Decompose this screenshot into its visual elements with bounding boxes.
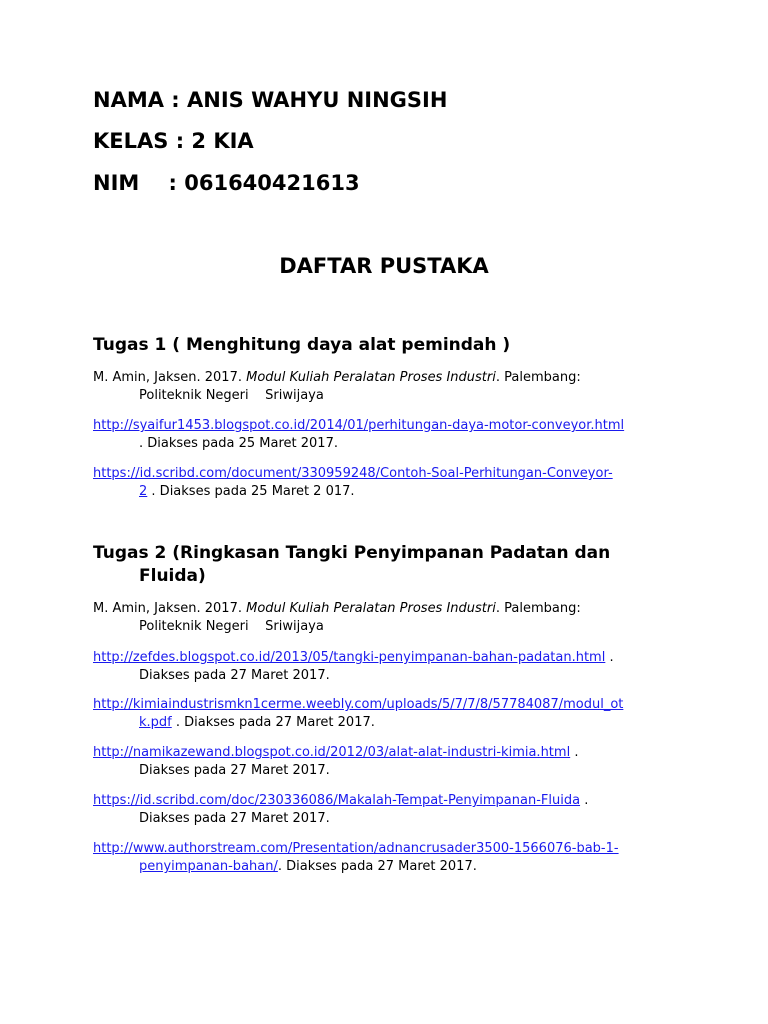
- student-class: KELAS : 2 KIA: [93, 129, 254, 153]
- reference-place: . Palembang:: [495, 601, 581, 616]
- reference-line: [93, 369, 683, 387]
- tugas-1-heading: Tugas 1 ( Menghitung daya alat pemindah ): [93, 335, 511, 355]
- reference-punctuation: .: [580, 793, 589, 808]
- tugas-2-heading: [93, 542, 683, 588]
- tugas-2-reference-3: [93, 696, 683, 732]
- reference-author: M. Amin, Jaksen. 2017.: [93, 601, 247, 616]
- reference-link-continued[interactable]: k.pdf: [139, 715, 172, 730]
- student-name: NAMA : ANIS WAHYU NINGSIH: [93, 88, 448, 112]
- tugas-2-reference-4: [93, 744, 683, 780]
- reference-title: Modul Kuliah Peralatan Proses Industri: [246, 601, 496, 616]
- reference-link[interactable]: http://www.authorstream.com/Presentation/adnancrusader3500-1566076-bab-1-: [93, 841, 619, 856]
- reference-accessed: . Diakses pada 27 Maret 2017.: [171, 715, 375, 730]
- reference-publisher: Politeknik Negeri Sriwijaya: [139, 388, 324, 403]
- reference-accessed: . Diakses pada 25 Maret 2017.: [139, 436, 338, 451]
- reference-punctuation: .: [570, 745, 579, 760]
- reference-link[interactable]: http://namikazewand.blogspot.co.id/2012/03/alat-alat-industri-kimia.html: [93, 745, 571, 760]
- page-title: DAFTAR PUSTAKA: [279, 254, 489, 278]
- tugas-2-reference-2: [93, 649, 683, 685]
- reference-accessed: Diakses pada 27 Maret 2017.: [139, 763, 330, 778]
- reference-title: Modul Kuliah Peralatan Proses Industri: [246, 370, 496, 385]
- reference-link-continued[interactable]: 2: [139, 484, 148, 499]
- tugas-1-reference-1: [93, 369, 683, 405]
- reference-link[interactable]: http://zefdes.blogspot.co.id/2013/05/tangki-penyimpanan-bahan-padatan.html: [93, 650, 606, 665]
- reference-accessed: Diakses pada 27 Maret 2017.: [139, 668, 330, 683]
- reference-link-continued[interactable]: penyimpanan-bahan/: [139, 859, 278, 874]
- reference-accessed: . Diakses pada 27 Maret 2017.: [277, 859, 477, 874]
- tugas-1-reference-2: [93, 417, 683, 453]
- reference-punctuation: .: [605, 650, 614, 665]
- heading-line-1: Tugas 2 (Ringkasan Tangki Penyimpanan Padatan dan: [93, 543, 611, 563]
- reference-place: . Palembang:: [495, 370, 581, 385]
- student-nim: NIM : 061640421613: [93, 171, 360, 195]
- reference-publisher: Politeknik Negeri Sriwijaya: [139, 619, 324, 634]
- reference-accessed: Diakses pada 27 Maret 2017.: [139, 811, 330, 826]
- reference-link[interactable]: http://syaifur1453.blogspot.co.id/2014/01/perhitungan-daya-motor-conveyor.html: [93, 418, 625, 433]
- reference-accessed: . Diakses pada 25 Maret 2 017.: [147, 484, 355, 499]
- reference-link[interactable]: http://kimiaindustrismkn1cerme.weebly.com/uploads/5/7/7/8/57784087/modul_ot: [93, 697, 624, 712]
- tugas-2-reference-5: [93, 792, 683, 828]
- reference-link[interactable]: https://id.scribd.com/doc/230336086/Makalah-Tempat-Penyimpanan-Fluida: [93, 793, 581, 808]
- tugas-2-reference-6: [93, 840, 683, 876]
- tugas-1-reference-3: [93, 465, 683, 501]
- reference-author: M. Amin, Jaksen. 2017.: [93, 370, 247, 385]
- heading-line-2: Fluida): [139, 566, 206, 586]
- tugas-2-reference-1: [93, 600, 683, 636]
- reference-link[interactable]: https://id.scribd.com/document/330959248/Contoh-Soal-Perhitungan-Conveyor-: [93, 466, 613, 481]
